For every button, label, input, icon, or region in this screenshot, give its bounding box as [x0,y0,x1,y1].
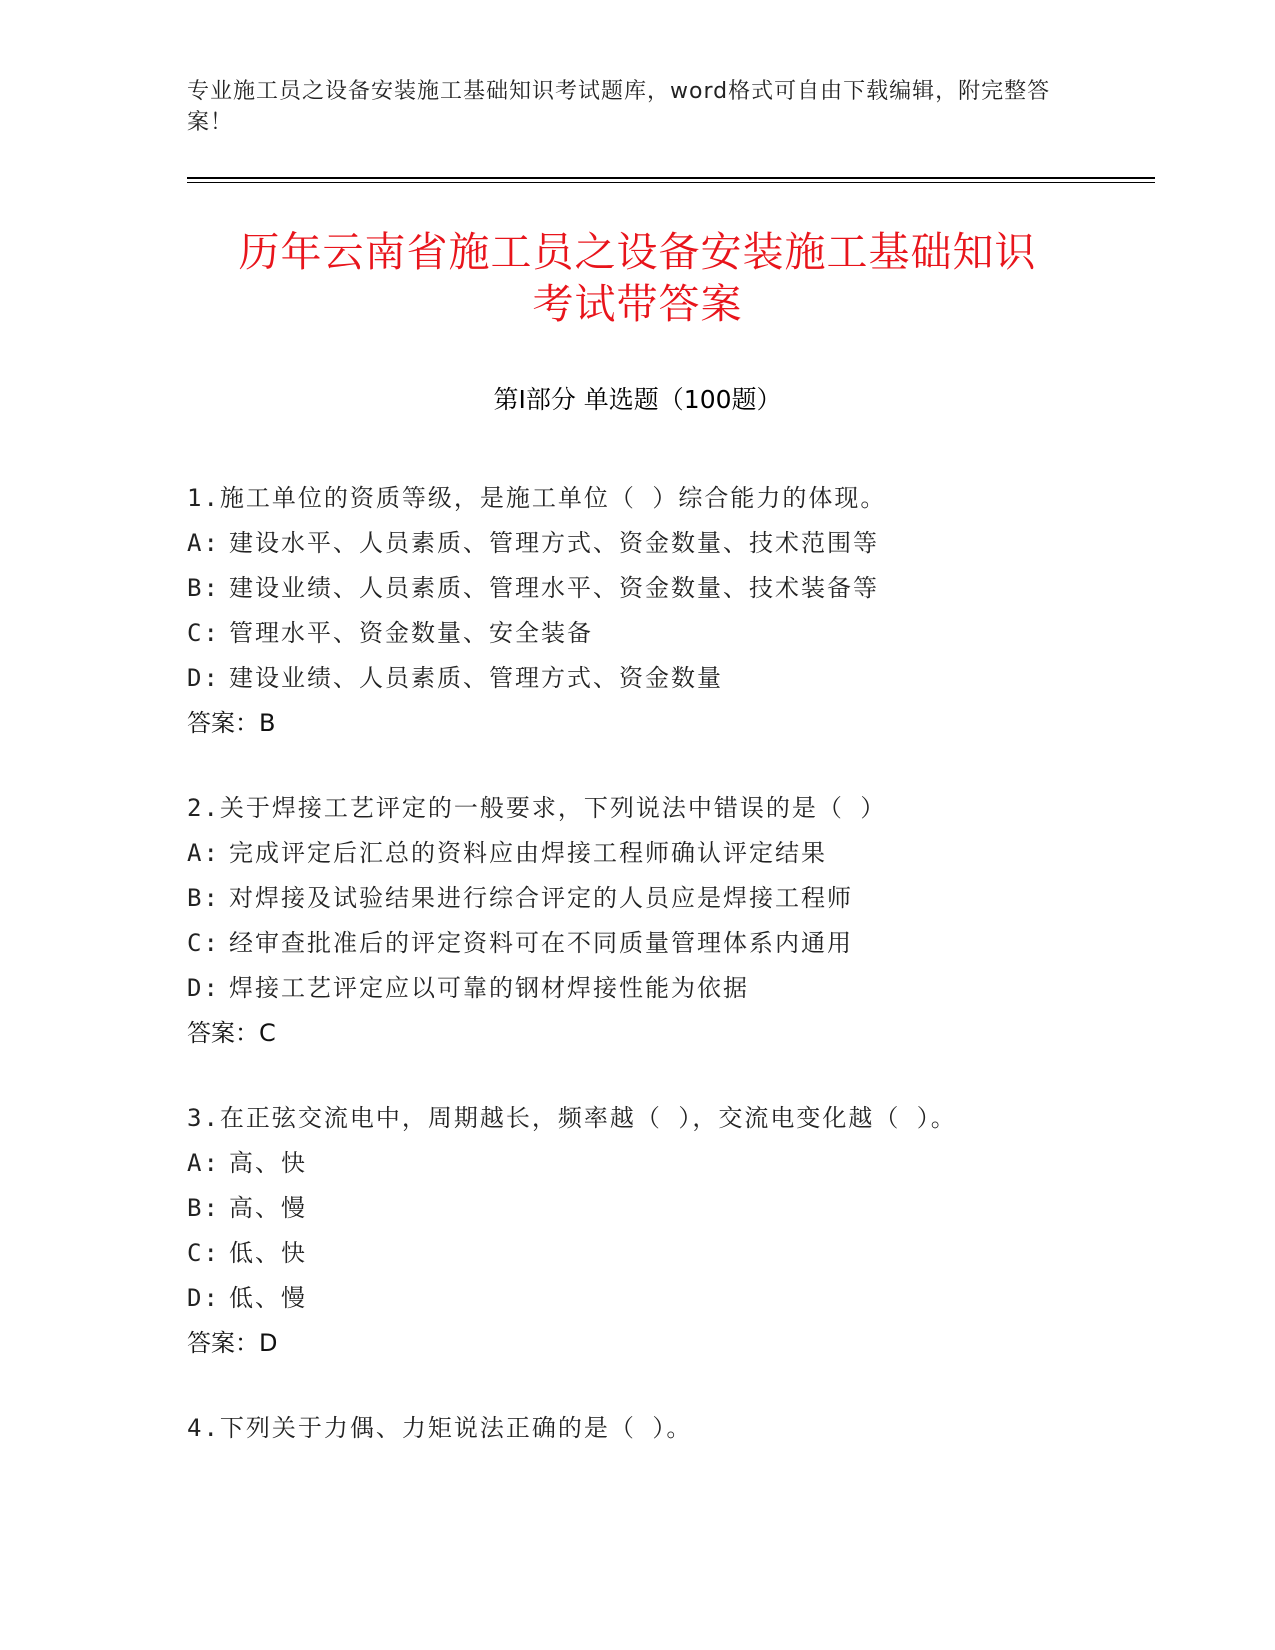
option-c [187,611,1107,656]
option-key: B: [187,574,220,602]
option-b [187,876,1107,921]
option-text: 焊接工艺评定应以可靠的钢材焊接性能为依据 [229,974,749,1002]
option-key: D: [187,1284,220,1312]
question-stem: 3.在正弦交流电中，周期越长，频率越（ ），交流电变化越（ ）。 [187,1104,957,1132]
option-key: C: [187,1239,220,1267]
option-key: D: [187,974,220,1002]
question-3 [187,1096,1107,1366]
option-key: B: [187,1194,220,1222]
option-text: 经审查批准后的评定资料可在不同质量管理体系内通用 [229,929,853,957]
option-c [187,1231,1107,1276]
option-text: 管理水平、资金数量、安全装备 [229,619,593,647]
option-text: 低、慢 [229,1284,307,1312]
header-note: 专业施工员之设备安装施工基础知识考试题库，word格式可自由下载编辑，附完整答案！ [187,79,1051,135]
option-d [187,1276,1107,1321]
option-text: 建设业绩、人员素质、管理水平、资金数量、技术装备等 [229,574,879,602]
option-text: 建设业绩、人员素质、管理方式、资金数量 [229,664,723,692]
option-a [187,1141,1107,1186]
question-stem: 1.施工单位的资质等级，是施工单位（ ）综合能力的体现。 [187,484,887,512]
answer: 答案：B [187,709,276,737]
option-key: A: [187,839,220,867]
header-divider-thin [187,182,1155,183]
question-stem: 4.下列关于力偶、力矩说法正确的是（ ）。 [187,1414,693,1442]
option-text: 高、慢 [229,1194,307,1222]
option-b [187,566,1107,611]
option-key: A: [187,529,220,557]
option-text: 高、快 [229,1149,307,1177]
option-key: C: [187,619,220,647]
option-text: 对焊接及试验结果进行综合评定的人员应是焊接工程师 [229,884,853,912]
option-c [187,921,1107,966]
answer: 答案：D [187,1329,278,1357]
question-1 [187,476,1107,746]
document-title [150,226,1125,330]
question-list [187,476,1107,1491]
option-d [187,656,1107,701]
option-a [187,831,1107,876]
option-key: D: [187,664,220,692]
question-4 [187,1406,1107,1451]
option-text: 完成评定后汇总的资料应由焊接工程师确认评定结果 [229,839,827,867]
option-a [187,521,1107,566]
option-d [187,966,1107,1011]
option-key: A: [187,1149,220,1177]
title-line-2: 考试带答案 [532,280,743,328]
title-line-1: 历年云南省施工员之设备安装施工基础知识 [238,228,1037,276]
answer: 答案：C [187,1019,276,1047]
question-stem: 2.关于焊接工艺评定的一般要求，下列说法中错误的是（ ） [187,794,887,822]
option-text: 建设水平、人员素质、管理方式、资金数量、技术范围等 [229,529,879,557]
option-text: 低、快 [229,1239,307,1267]
header-divider-thick [187,177,1155,179]
option-b [187,1186,1107,1231]
option-key: B: [187,884,220,912]
section-heading: 第Ⅰ部分 单选题（100题） [493,385,782,414]
question-2 [187,786,1107,1056]
option-key: C: [187,929,220,957]
